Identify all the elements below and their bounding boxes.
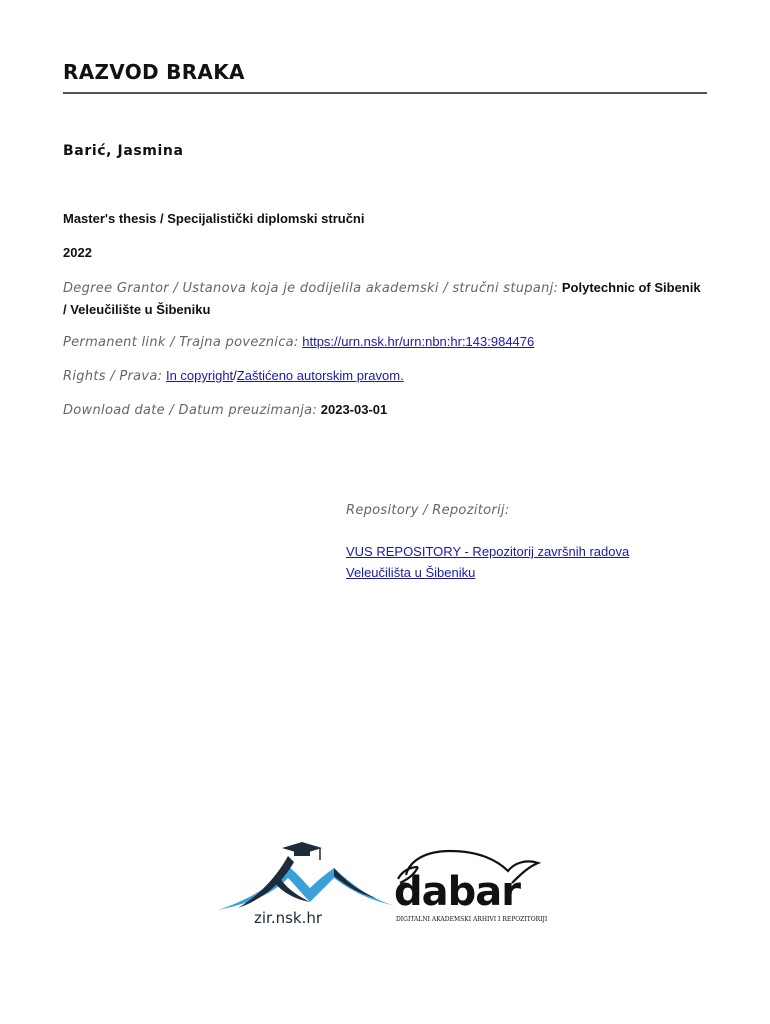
download-date-label: Download date / Datum preuzimanja:: [63, 403, 318, 418]
permanent-link-label: Permanent link / Trajna poveznica:: [63, 335, 299, 350]
title-divider: [63, 92, 707, 94]
degree-grantor: [63, 277, 703, 320]
rights-separator: /: [233, 368, 237, 383]
zir-logo: [218, 838, 398, 930]
rights-row: [63, 365, 404, 387]
dabar-logo: [388, 845, 558, 927]
permanent-link-row: [63, 331, 534, 353]
rights-label: Rights / Prava:: [63, 369, 163, 384]
repository-link[interactable]: VUS REPOSITORY - Repozitorij završnih radova Veleučilišta u Šibeniku: [346, 544, 630, 580]
document-title: RAZVOD BRAKA: [63, 60, 245, 84]
author-name: Barić, Jasmina: [63, 143, 184, 159]
download-date-row: [63, 399, 387, 421]
mountain-mortarboard-icon: [218, 842, 396, 910]
zir-logo-text: zir.nsk.hr: [254, 909, 323, 927]
dabar-logo-text: dabar: [394, 869, 520, 915]
thesis-year: 2022: [63, 245, 92, 260]
permanent-link[interactable]: https://urn.nsk.hr/urn:nbn:hr:143:984476: [302, 334, 535, 349]
thesis-type: Master's thesis / Specijalistički diplomski stručni: [63, 211, 365, 226]
download-date-value: 2023-03-01: [320, 402, 388, 417]
rights-link-zasticeno[interactable]: Zaštićeno autorskim pravom.: [236, 368, 404, 383]
rights-link-in-copyright[interactable]: In copyright: [165, 368, 234, 383]
repository-label: Repository / Repozitorij:: [346, 503, 510, 518]
degree-grantor-label: Degree Grantor / Ustanova koja je dodijelila akademski / stručni stupanj:: [63, 281, 559, 296]
dabar-logo-subtitle: DIGITALNI AKADEMSKI ARHIVI I REPOZITORIJI: [396, 916, 548, 923]
degree-grantor-value: Polytechnic of Sibenik / Veleučilište u Šibeniku: [63, 280, 701, 317]
repository-link-row: [346, 541, 656, 583]
